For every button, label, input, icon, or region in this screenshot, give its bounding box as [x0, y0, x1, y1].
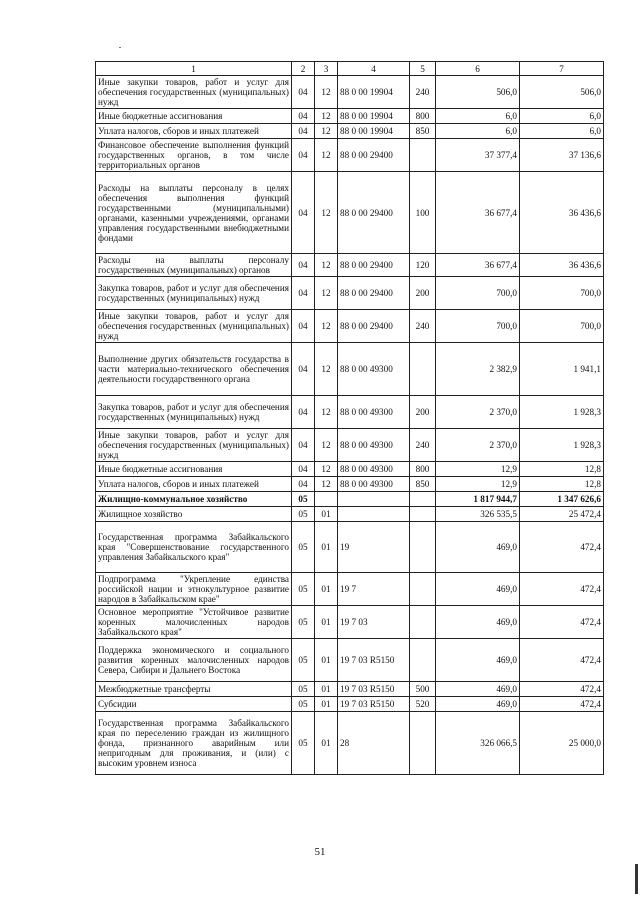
expense-type-cell [410, 712, 436, 775]
scan-edge-mark [635, 864, 638, 894]
subsection-code-cell: 12 [315, 124, 338, 139]
header-cell: 5 [410, 62, 436, 76]
budget-table-body [96, 62, 604, 775]
amount-year1-cell: 36 677,4 [436, 172, 520, 254]
subsection-code-cell: 12 [315, 254, 338, 277]
subsection-code-cell: 12 [315, 343, 338, 396]
table-row [96, 124, 604, 139]
amount-year2-cell: 12,8 [520, 477, 604, 492]
expense-type-cell: 850 [410, 477, 436, 492]
header-cell: 3 [315, 62, 338, 76]
table-row [96, 507, 604, 522]
expense-type-cell: 850 [410, 124, 436, 139]
amount-year2-cell: 700,0 [520, 310, 604, 343]
amount-year1-cell: 2 370,0 [436, 429, 520, 462]
amount-year2-cell: 472,4 [520, 697, 604, 712]
amount-year2-cell: 37 136,6 [520, 139, 604, 172]
section-code-cell: 05 [292, 492, 315, 507]
table-row [96, 429, 604, 462]
table-row [96, 277, 604, 310]
row-name-cell: Поддержка экономического и социального развития коренных малочисленных народов Севера, Сибири и Дальнего Востока [96, 639, 292, 682]
expense-type-cell [410, 139, 436, 172]
amount-year1-cell: 37 377,4 [436, 139, 520, 172]
section-code-cell: 04 [292, 139, 315, 172]
section-code-cell: 04 [292, 343, 315, 396]
amount-year2-cell: 12,8 [520, 462, 604, 477]
row-name-cell: Жилищное хозяйство [96, 507, 292, 522]
amount-year1-cell: 12,9 [436, 477, 520, 492]
row-name-cell: Иные закупки товаров, работ и услуг для обеспечения государственных (муниципальных) нужд [96, 429, 292, 462]
row-name-cell: Основное мероприятие "Устойчивое развитие коренных малочисленных народов Забайкальского края" [96, 606, 292, 639]
subsection-code-cell: 12 [315, 172, 338, 254]
table-row [96, 254, 604, 277]
row-name-cell: Расходы на выплаты персоналу государственных (муниципальных) органов [96, 254, 292, 277]
amount-year2-cell: 700,0 [520, 277, 604, 310]
target-article-cell: 88 0 00 19904 [338, 76, 410, 109]
expense-type-cell [410, 492, 436, 507]
row-name-cell: Иные закупки товаров, работ и услуг для обеспечения государственных (муниципальных) нужд [96, 310, 292, 343]
amount-year1-cell: 2 370,0 [436, 396, 520, 429]
section-code-cell: 05 [292, 697, 315, 712]
section-code-cell: 05 [292, 606, 315, 639]
row-name-cell: Иные закупки товаров, работ и услуг для обеспечения государственных (муниципальных) нужд [96, 76, 292, 109]
section-code-cell: 05 [292, 522, 315, 573]
row-name-cell: Закупка товаров, работ и услуг для обеспечения государственных (муниципальных) нужд [96, 277, 292, 310]
table-row [96, 697, 604, 712]
target-article-cell: 19 [338, 522, 410, 573]
amount-year1-cell: 469,0 [436, 639, 520, 682]
table-row [96, 492, 604, 507]
expense-type-cell: 800 [410, 462, 436, 477]
row-name-cell: Уплата налогов, сборов и иных платежей [96, 477, 292, 492]
expense-type-cell: 240 [410, 429, 436, 462]
amount-year2-cell: 1 941,1 [520, 343, 604, 396]
table-row [96, 343, 604, 396]
expense-type-cell: 240 [410, 310, 436, 343]
expense-type-cell: 120 [410, 254, 436, 277]
subsection-code-cell: 12 [315, 396, 338, 429]
section-code-cell: 04 [292, 254, 315, 277]
expense-type-cell: 200 [410, 396, 436, 429]
subsection-code-cell: 01 [315, 507, 338, 522]
subsection-code-cell: 01 [315, 573, 338, 606]
row-name-cell: Закупка товаров, работ и услуг для обеспечения государственных (муниципальных) нужд [96, 396, 292, 429]
target-article-cell: 88 0 00 49300 [338, 477, 410, 492]
header-cell: 1 [96, 62, 292, 76]
table-row [96, 639, 604, 682]
table-row [96, 172, 604, 254]
subsection-code-cell: 01 [315, 682, 338, 697]
row-name-cell: Государственная программа Забайкальского края "Совершенствование государственного управления Забайкальского края" [96, 522, 292, 573]
subsection-code-cell: 12 [315, 429, 338, 462]
amount-year1-cell: 700,0 [436, 310, 520, 343]
target-article-cell [338, 507, 410, 522]
subsection-code-cell: 01 [315, 697, 338, 712]
amount-year2-cell: 6,0 [520, 109, 604, 124]
subsection-code-cell: 01 [315, 522, 338, 573]
header-cell: 4 [338, 62, 410, 76]
amount-year2-cell: 25 000,0 [520, 712, 604, 775]
amount-year2-cell: 472,4 [520, 606, 604, 639]
row-name-cell: Субсидии [96, 697, 292, 712]
section-code-cell: 04 [292, 310, 315, 343]
expense-type-cell [410, 507, 436, 522]
target-article-cell: 88 0 00 49300 [338, 343, 410, 396]
section-code-cell: 05 [292, 573, 315, 606]
table-row [96, 682, 604, 697]
expense-type-cell [410, 639, 436, 682]
section-code-cell: 04 [292, 124, 315, 139]
target-article-cell: 88 0 00 29400 [338, 254, 410, 277]
section-code-cell: 04 [292, 477, 315, 492]
row-name-cell: Иные бюджетные ассигнования [96, 462, 292, 477]
expense-type-cell [410, 573, 436, 606]
amount-year1-cell: 326 066,5 [436, 712, 520, 775]
target-article-cell: 88 0 00 49300 [338, 429, 410, 462]
row-name-cell: Уплата налогов, сборов и иных платежей [96, 124, 292, 139]
target-article-cell: 19 7 03 R5150 [338, 697, 410, 712]
header-cell: 2 [292, 62, 315, 76]
table-row [96, 396, 604, 429]
subsection-code-cell: 12 [315, 139, 338, 172]
table-row [96, 76, 604, 109]
budget-table [95, 61, 604, 775]
subsection-code-cell: 12 [315, 76, 338, 109]
subsection-code-cell: 12 [315, 462, 338, 477]
target-article-cell: 28 [338, 712, 410, 775]
target-article-cell: 19 7 [338, 573, 410, 606]
target-article-cell: 88 0 00 49300 [338, 462, 410, 477]
expense-type-cell: 800 [410, 109, 436, 124]
row-name-cell: Подпрограмма "Укрепление единства российской нации и этнокультурное развитие народов в Забайкальском крае" [96, 573, 292, 606]
page-number: 51 [314, 846, 326, 858]
subsection-code-cell: 01 [315, 712, 338, 775]
header-cell: 6 [436, 62, 520, 76]
table-row [96, 109, 604, 124]
target-article-cell: 88 0 00 19904 [338, 109, 410, 124]
expense-type-cell [410, 606, 436, 639]
amount-year1-cell: 506,0 [436, 76, 520, 109]
subsection-code-cell: 01 [315, 639, 338, 682]
amount-year1-cell: 700,0 [436, 277, 520, 310]
amount-year2-cell: 36 436,6 [520, 254, 604, 277]
amount-year1-cell: 36 677,4 [436, 254, 520, 277]
section-code-cell: 04 [292, 109, 315, 124]
amount-year2-cell: 1 928,3 [520, 396, 604, 429]
table-row [96, 139, 604, 172]
header-cell: 7 [520, 62, 604, 76]
amount-year2-cell: 472,4 [520, 682, 604, 697]
subsection-code-cell: 12 [315, 310, 338, 343]
expense-type-cell: 200 [410, 277, 436, 310]
amount-year2-cell: 25 472,4 [520, 507, 604, 522]
amount-year2-cell: 472,4 [520, 522, 604, 573]
target-article-cell: 19 7 03 R5150 [338, 682, 410, 697]
target-article-cell: 88 0 00 29400 [338, 310, 410, 343]
row-name-cell: Государственная программа Забайкальского края по переселению граждан из жилищного фонда, признанного аварийным или непригодным для проживания, и (или) с высоким уровнем износа [96, 712, 292, 775]
amount-year1-cell: 469,0 [436, 573, 520, 606]
section-code-cell: 05 [292, 639, 315, 682]
amount-year2-cell: 506,0 [520, 76, 604, 109]
table-row [96, 462, 604, 477]
target-article-cell: 88 0 00 29400 [338, 139, 410, 172]
section-code-cell: 04 [292, 429, 315, 462]
amount-year2-cell: 1 928,3 [520, 429, 604, 462]
target-article-cell: 88 0 00 19904 [338, 124, 410, 139]
expense-type-cell: 500 [410, 682, 436, 697]
section-code-cell: 04 [292, 277, 315, 310]
expense-type-cell: 520 [410, 697, 436, 712]
subsection-code-cell [315, 492, 338, 507]
table-row [96, 606, 604, 639]
table-row [96, 310, 604, 343]
amount-year1-cell: 469,0 [436, 697, 520, 712]
table-header-row [96, 62, 604, 76]
target-article-cell [338, 492, 410, 507]
row-name-cell: Жилищно-коммунальное хозяйство [96, 492, 292, 507]
amount-year1-cell: 326 535,5 [436, 507, 520, 522]
table-row [96, 477, 604, 492]
table-row [96, 712, 604, 775]
row-name-cell: Иные бюджетные ассигнования [96, 109, 292, 124]
expense-type-cell: 240 [410, 76, 436, 109]
amount-year2-cell: 472,4 [520, 639, 604, 682]
amount-year1-cell: 6,0 [436, 124, 520, 139]
row-name-cell: Выполнение других обязательств государства в части материально-технического обеспечения деятельности государственного органа [96, 343, 292, 396]
section-code-cell: 04 [292, 76, 315, 109]
subsection-code-cell: 12 [315, 277, 338, 310]
expense-type-cell: 100 [410, 172, 436, 254]
amount-year1-cell: 469,0 [436, 606, 520, 639]
row-name-cell: Финансовое обеспечение выполнения функций государственных органов, в том числе территориальных органов [96, 139, 292, 172]
amount-year2-cell: 472,4 [520, 573, 604, 606]
amount-year1-cell: 1 817 944,7 [436, 492, 520, 507]
table-row [96, 522, 604, 573]
amount-year1-cell: 2 382,9 [436, 343, 520, 396]
subsection-code-cell: 12 [315, 109, 338, 124]
scan-speck [119, 47, 121, 48]
row-name-cell: Межбюджетные трансферты [96, 682, 292, 697]
amount-year2-cell: 36 436,6 [520, 172, 604, 254]
row-name-cell: Расходы на выплаты персоналу в целях обеспечения выполнения функций государственными (муниципальными) органами, казенными учреждениями, органами управления государственными внебюджетными фондами [96, 172, 292, 254]
amount-year1-cell: 6,0 [436, 109, 520, 124]
subsection-code-cell: 01 [315, 606, 338, 639]
section-code-cell: 04 [292, 396, 315, 429]
target-article-cell: 19 7 03 R5150 [338, 639, 410, 682]
section-code-cell: 05 [292, 507, 315, 522]
target-article-cell: 88 0 00 29400 [338, 172, 410, 254]
target-article-cell: 88 0 00 29400 [338, 277, 410, 310]
amount-year1-cell: 469,0 [436, 522, 520, 573]
section-code-cell: 04 [292, 462, 315, 477]
amount-year1-cell: 469,0 [436, 682, 520, 697]
amount-year2-cell: 1 347 626,6 [520, 492, 604, 507]
expense-type-cell [410, 343, 436, 396]
expense-type-cell [410, 522, 436, 573]
table-row [96, 573, 604, 606]
amount-year2-cell: 6,0 [520, 124, 604, 139]
section-code-cell: 05 [292, 712, 315, 775]
target-article-cell: 88 0 00 49300 [338, 396, 410, 429]
amount-year1-cell: 12,9 [436, 462, 520, 477]
section-code-cell: 04 [292, 172, 315, 254]
target-article-cell: 19 7 03 [338, 606, 410, 639]
subsection-code-cell: 12 [315, 477, 338, 492]
section-code-cell: 05 [292, 682, 315, 697]
